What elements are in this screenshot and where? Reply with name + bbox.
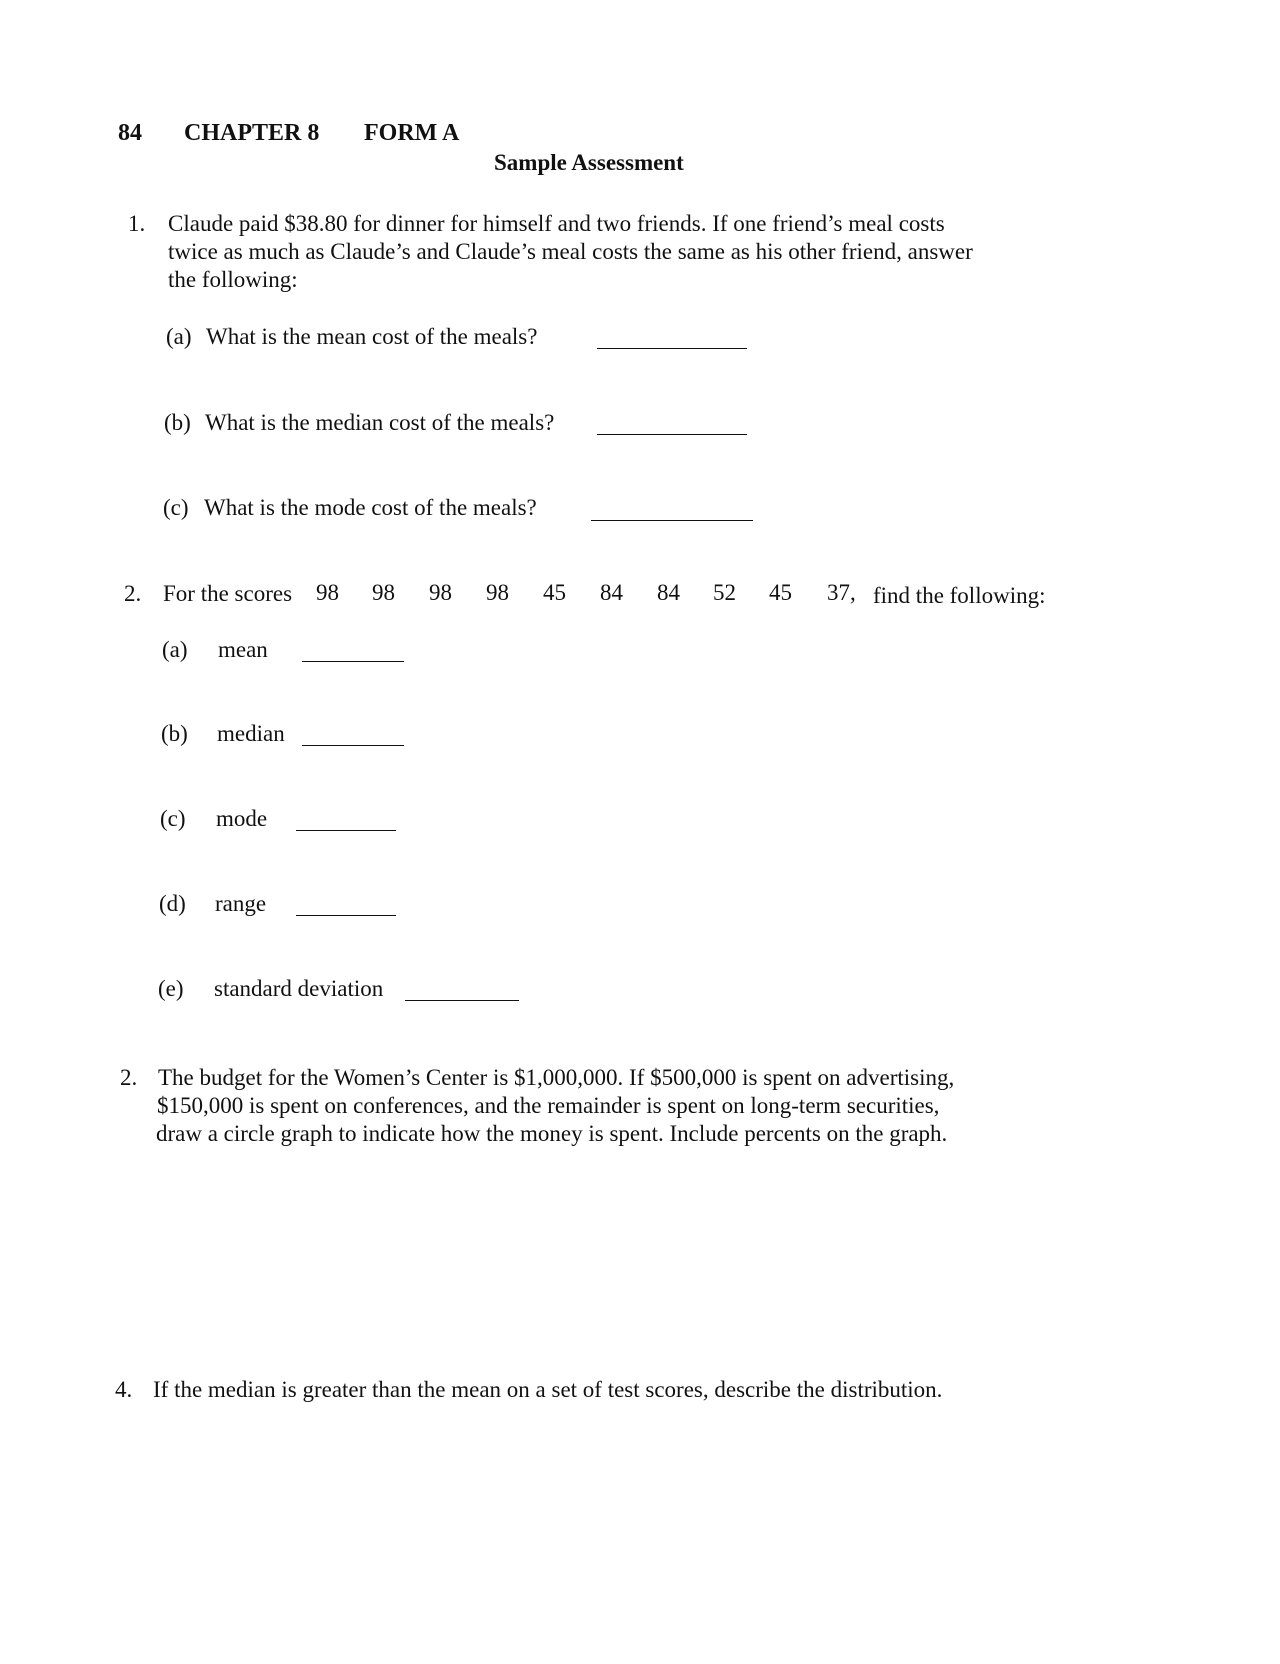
q2-score: 98 [316, 580, 339, 605]
q1c-text: What is the mode cost of the meals? [204, 495, 537, 520]
q2e-answer-blank[interactable] [405, 1000, 519, 1001]
q2d-label: (d) [159, 891, 186, 916]
q1b-answer-blank[interactable] [597, 434, 747, 435]
q2b-text: median [217, 721, 285, 746]
q2a-text: mean [218, 637, 268, 662]
q3-number: 2. [120, 1065, 138, 1090]
q2c-answer-blank[interactable] [296, 830, 396, 831]
q4-number: 4. [115, 1377, 133, 1402]
q1a-text: What is the mean cost of the meals? [206, 324, 538, 349]
q2e-label: (e) [158, 976, 184, 1001]
q3-line-1: The budget for the Women’s Center is $1,000,000. If $500,000 is spent on advertising, [158, 1065, 955, 1090]
q2d-text: range [215, 891, 267, 916]
q2-score: 84 [600, 580, 623, 605]
q2-score: 37, [827, 580, 856, 605]
q1-line-2: twice as much as Claude’s and Claude’s meal costs the same as his other friend, answer [168, 239, 973, 264]
q2-number: 2. [124, 581, 142, 606]
q2-score: 98 [429, 580, 452, 605]
q2b-answer-blank[interactable] [302, 745, 404, 746]
q2d-answer-blank[interactable] [296, 915, 396, 916]
page-number: 84 [118, 120, 142, 146]
q2-score: 98 [372, 580, 395, 605]
q1a-answer-blank[interactable] [597, 348, 747, 349]
page-title: Sample Assessment [494, 150, 684, 175]
q2a-label: (a) [162, 637, 188, 662]
q2-score: 84 [657, 580, 680, 605]
q2-score: 45 [543, 580, 566, 605]
q2b-label: (b) [161, 721, 188, 746]
q4-text: If the median is greater than the mean on a set of test scores, describe the distribution. [153, 1377, 943, 1402]
q2-score: 45 [769, 580, 792, 605]
q2c-text: mode [216, 806, 268, 831]
q2-score: 98 [486, 580, 509, 605]
q2-score: 52 [713, 580, 736, 605]
chapter-label: CHAPTER 8 [184, 120, 320, 146]
q1b-text: What is the median cost of the meals? [205, 410, 555, 435]
q1c-answer-blank[interactable] [591, 520, 753, 521]
q2e-text: standard deviation [214, 976, 384, 1001]
q2-outro: find the following: [873, 583, 1046, 608]
q2-intro: For the scores [163, 581, 293, 606]
q2c-label: (c) [160, 806, 186, 831]
q1-line-1: Claude paid $38.80 for dinner for himself and two friends. If one friend’s meal costs [168, 211, 945, 236]
q1-line-3: the following: [168, 267, 298, 292]
q1c-label: (c) [163, 495, 189, 520]
q1-number: 1. [128, 211, 146, 236]
q3-line-2: $150,000 is spent on conferences, and the remainder is spent on long-term securities, [157, 1093, 940, 1118]
q3-line-3: draw a circle graph to indicate how the money is spent. Include percents on the graph. [156, 1121, 948, 1146]
q2a-answer-blank[interactable] [302, 661, 404, 662]
form-label: FORM A [364, 120, 460, 146]
q1b-label: (b) [164, 410, 191, 435]
q1a-label: (a) [166, 324, 192, 349]
